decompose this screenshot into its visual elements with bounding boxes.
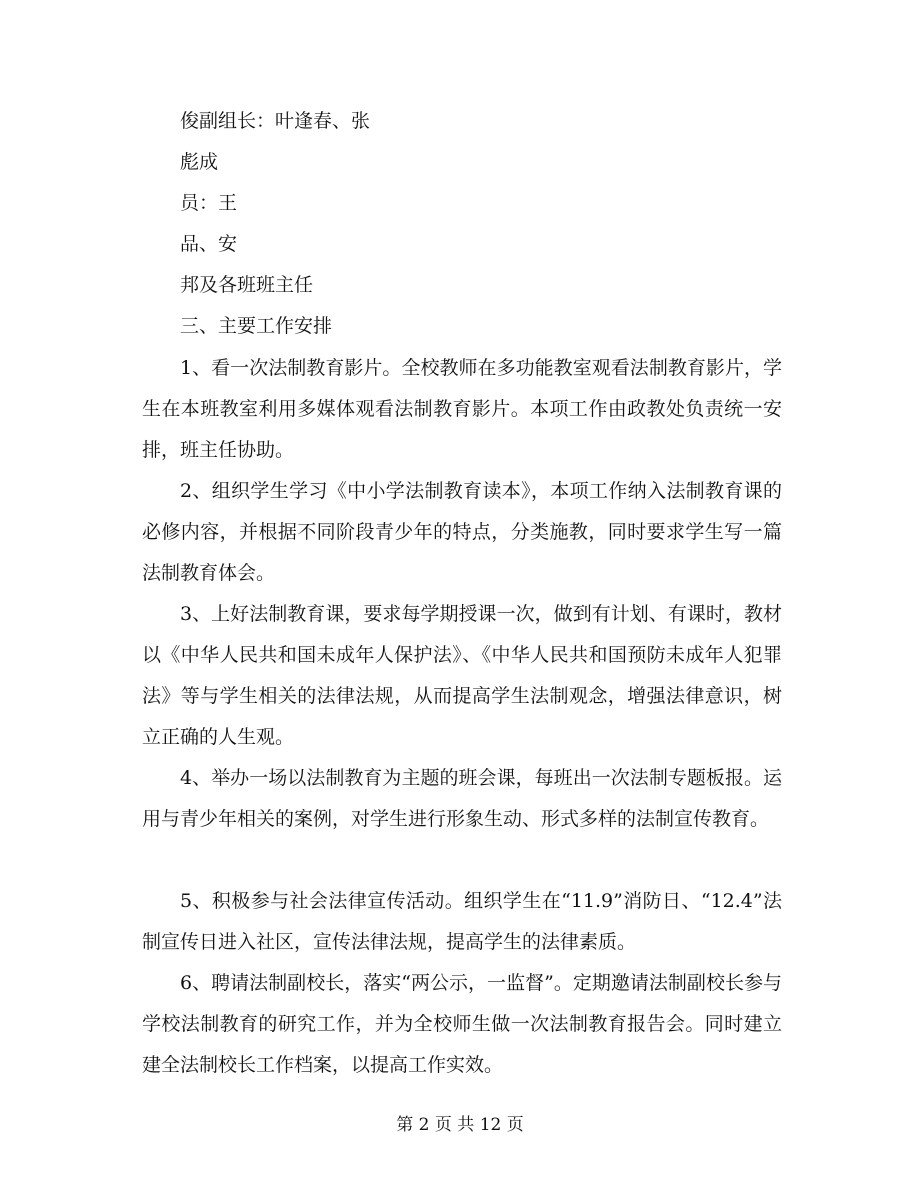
section-heading: 三、主要工作安排 <box>180 315 333 337</box>
paragraph-item-4: 4、举办一场以法制教育为主题的班会课，每班出一次法制专题板报。运用与青少年相关的案例，对学生进行形象生动、形式多样的法制宣传教育。 <box>142 767 782 830</box>
paragraph-item-3: 3、上好法制教育课，要求每学期授课一次，做到有计划、有课时，教材以《中华人民共和国未成年人保护法》、《中华人民共和国预防未成年人犯罪法》等与学生相关的法律法规，从而提高学生法制观念，增强法律意识，树立正确的人生观。 <box>142 603 782 748</box>
paragraph-item-1: 1、看一次法制教育影片。全校教师在多功能教室观看法制教育影片，学生在本班教室利用多媒体观看法制教育影片。本项工作由政教处负责统一安排，班主任协助。 <box>142 357 782 461</box>
text-line: 邦及各班班主任 <box>180 274 314 296</box>
paragraph-item-5: 5、积极参与社会法律宣传活动。组织学生在“11.9”消防日、“12.4”法制宣传日进入社区，宣传法律法规，提高学生的法律素质。 <box>142 890 782 953</box>
paragraph-item-6: 6、聘请法制副校长，落实“两公示，一监督”。定期邀请法制副校长参与学校法制教育的研究工作，并为全校师生做一次法制教育报告会。同时建立建全法制校长工作档案，以提高工作实效。 <box>142 972 782 1076</box>
text-line: 品、安 <box>180 233 238 255</box>
text-line: 员：王 <box>180 192 238 214</box>
text-line: 彪成 <box>180 151 219 173</box>
text-line: 俊副组长：叶逢春、张 <box>180 110 371 132</box>
page-number-footer: 第 2 页 共 12 页 <box>396 1115 524 1135</box>
paragraph-item-2: 2、组织学生学习《中小学法制教育读本》，本项工作纳入法制教育课的必修内容，并根据不同阶段青少年的特点，分类施教，同时要求学生写一篇法制教育体会。 <box>142 480 782 584</box>
